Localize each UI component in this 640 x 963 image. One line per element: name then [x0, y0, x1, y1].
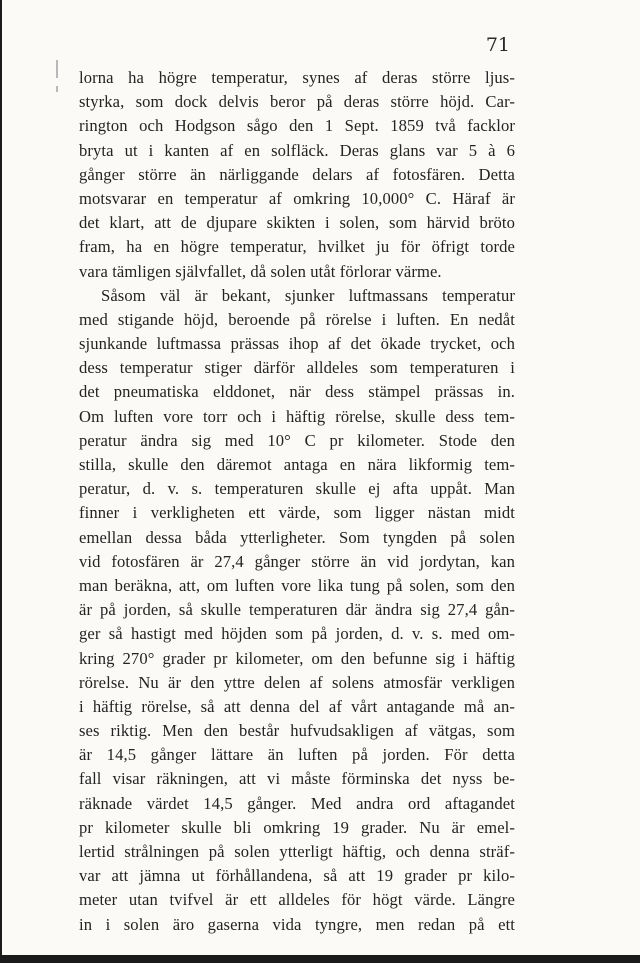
- text-line: var att jämna ut förhållandena, så att 19 grader pr kilo-: [79, 866, 515, 886]
- text-line: gånger större än närliggande delars af fotosfären. Detta: [79, 164, 515, 184]
- text-line: lorna ha högre temperatur, synes af deras större ljus-: [79, 68, 515, 87]
- body-text: [79, 66, 515, 937]
- text-line: Såsom väl är bekant, sjunker luftmassans temperatur: [101, 285, 515, 305]
- text-line: Om luften vore torr och i häftig rörelse, skulle dess tem-: [79, 406, 515, 426]
- text-line: kring 270° grader pr kilometer, om den befunne sig i häftig: [79, 648, 515, 668]
- text-line: ger så hastigt med höjden som på jorden, d. v. s. med om-: [79, 624, 515, 644]
- text-line: rörelse. Nu är den yttre delen af solens atmosfär verkligen: [79, 672, 515, 692]
- text-line: pr kilometer skulle bli omkring 19 grader. Nu är emel-: [79, 817, 515, 837]
- text-line: dess temperatur stiger därför alldeles som temperaturen i: [79, 358, 515, 378]
- text-line: fall visar räkningen, att vi måste förminska det nyss be-: [79, 769, 515, 789]
- text-line: vara tämligen självfallet, då solen utåt förlorar värme.: [79, 261, 442, 281]
- text-line: meter utan tvifvel är ett alldeles för högt värde. Längre: [79, 890, 515, 910]
- text-line: motsvarar en temperatur af omkring 10,000° C. Häraf är: [79, 188, 515, 208]
- text-line: peratur ändra sig med 10° C pr kilometer. Stode den: [79, 430, 515, 450]
- text-line: i häftig rörelse, så att denna del af vårt antagande må an-: [79, 696, 515, 716]
- text-line: ses riktig. Men den består hufvudsakligen af vätgas, som: [79, 721, 515, 741]
- text-line: stilla, skulle den däremot antaga en nära likformig tem-: [79, 455, 515, 474]
- text-line: finner i verkligheten ett värde, som ligger nästan midt: [79, 503, 515, 523]
- text-line: bryta ut i kanten af en solfläck. Deras glans var 5 à 6: [79, 140, 515, 160]
- text-line: med stigande höjd, beroende på rörelse i luften. En nedåt: [79, 309, 515, 329]
- text-line: det pneumatiska elddonet, när dess stämpel prässas in.: [79, 382, 515, 402]
- text-line: är 14,5 gånger lättare än luften på jorden. För detta: [79, 745, 515, 765]
- text-line: är på jorden, så skulle temperaturen där ändra sig 27,4 gån-: [79, 600, 515, 620]
- text-line: lertid strålningen på solen ytterligt häftig, och denna sträf-: [79, 842, 515, 861]
- text-line: räknade värdet 14,5 gånger. Med andra ord aftagandet: [79, 793, 515, 813]
- text-line: styrka, som dock delvis beror på deras större höjd. Car-: [79, 92, 515, 112]
- page-number: 71: [485, 34, 510, 56]
- text-line: rington och Hodgson sågo den 1 Sept. 1859 två facklor: [79, 116, 515, 136]
- text-line: man beräkna, att, om luften vore lika tung på solen, som den: [79, 575, 515, 595]
- text-line: sjunkande luftmassa prässas ihop af det ökade trycket, och: [79, 334, 515, 354]
- page-bottom-edge: [0, 955, 640, 963]
- text-line: peratur, d. v. s. temperaturen skulle ej afta uppåt. Man: [79, 479, 515, 499]
- text-line: det klart, att de djupare skikten i solen, som härvid bröto: [79, 213, 515, 233]
- margin-mark: [56, 86, 58, 92]
- text-line: vid fotosfären är 27,4 gånger större än vid jordytan, kan: [79, 551, 515, 571]
- margin-mark: [56, 60, 58, 78]
- page-left-edge: [0, 0, 2, 963]
- text-line: in i solen äro gaserna vida tyngre, men redan på ett: [79, 914, 515, 934]
- text-line: fram, ha en högre temperatur, hvilket ju för öfrigt torde: [79, 237, 515, 257]
- text-line: emellan dessa båda ytterligheter. Som tyngden på solen: [79, 527, 515, 547]
